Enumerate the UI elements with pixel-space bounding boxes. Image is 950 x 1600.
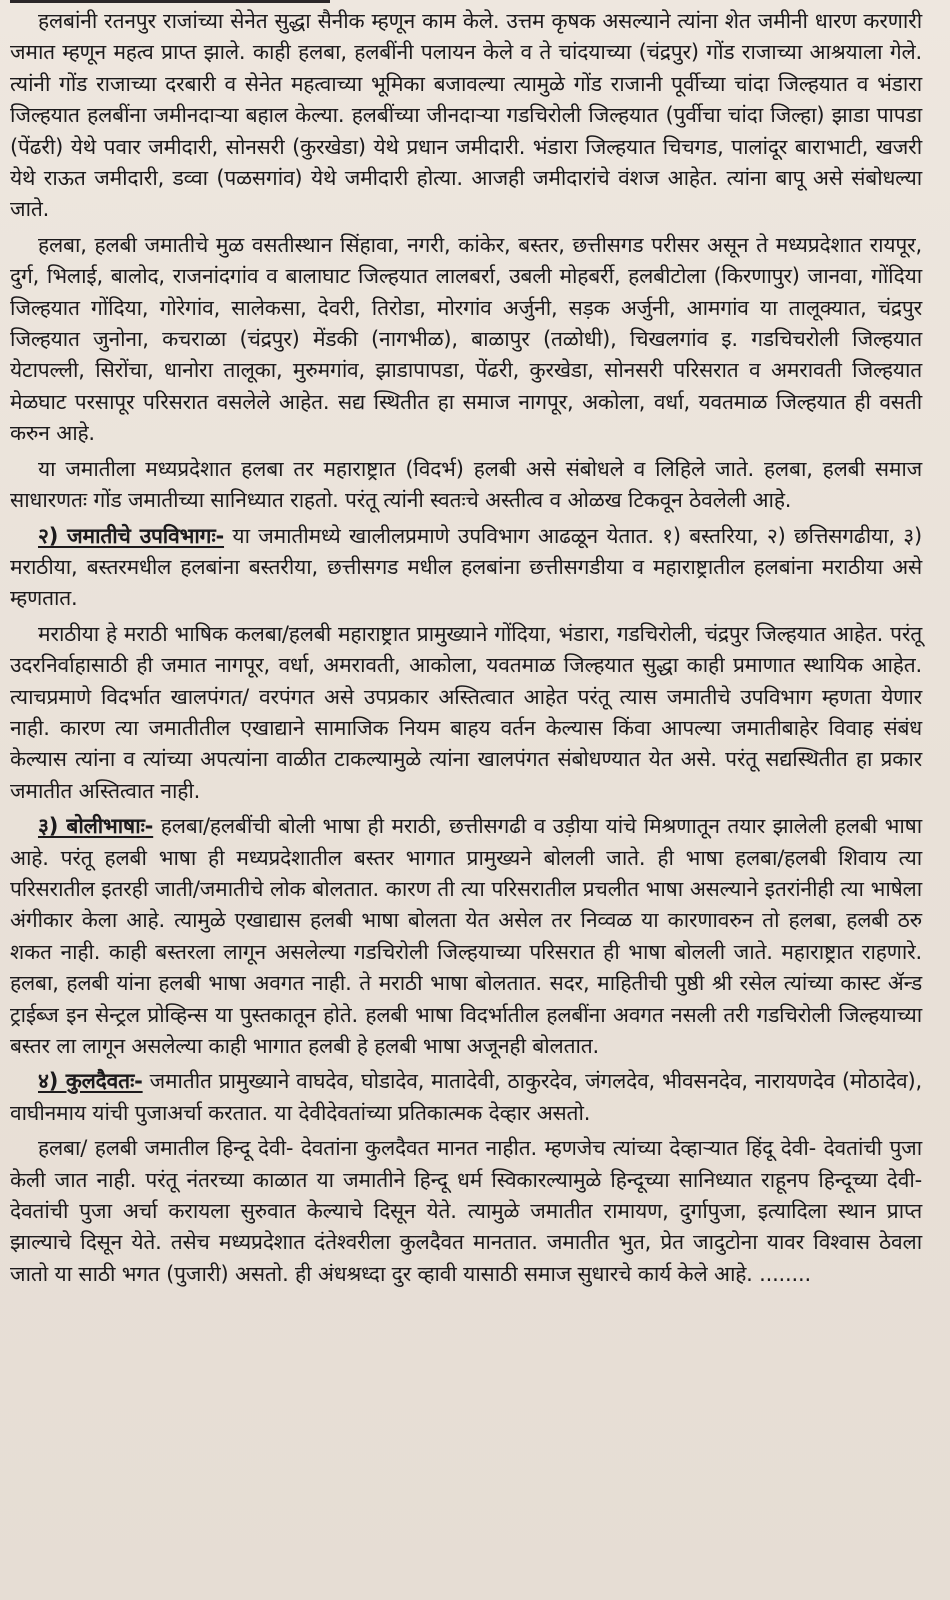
paragraph-settlements — [10, 230, 922, 450]
paragraph-language — [10, 811, 922, 1062]
top-rule — [10, 0, 330, 3]
paragraph-text: हलबांनी रतनपुर राजांच्या सेनेत सुद्धा सैनीक म्हणून काम केले. उत्तम कृषक असल्याने त्यांना शेत जमीनी धारण करणारी जमात म्हणून महत्व प्राप्त झाले. काही हलबा, हलबींनी पलायन केले व ते चांदयाच्या (चंद्रपुर) गोंड राजाच्या आश्रयाला गेले. त्यांनी गोंड राजाच्या दरबारी व सेनेत महत्वाच्या भूमिका बजावल्या त्यामुळे गोंड राजानी पूर्वीच्या चांदा जिल्हयात व भंडारा जिल्हयात हलबींना जमीनदाऱ्या बहाल केल्या. हलबींच्या जीनदाऱ्या गडचिरोली जिल्हयात (पुर्वीचा चांदा जिल्हा) झाडा पापडा (पेंढरी) येथे पवार जमीदारी, सोनसरी (कुरखेडा) येथे प्रधान जमीदारी. भंडारा जिल्हयात चिचगड, पालांदूर बाराभाटी, खजरी येथे राऊत जमीदारी, डव्वा (पळसगांव) येथे जमीदारी होत्या. आजही जमीदारांचे वंशज आहेत. त्यांना बापू असे संबोधल्या जाते. — [10, 9, 922, 222]
paragraph-subdivisions — [10, 521, 922, 615]
section-heading-subdivisions: २) जमातीचे उपविभागः- — [38, 523, 225, 548]
paragraph-naming — [10, 454, 922, 517]
paragraph-zamindari — [10, 6, 922, 226]
paragraph-text: हलबा/ हलबी जमातील हिन्दू देवी- देवतांना कुलदैवत मानत नाहीत. म्हणजेच त्यांच्या देव्हाऱ्यात हिंदू देवी- देवतांची पुजा केली जात नाही. परंतू नंतरच्या काळात या जमातीने हिन्दू धर्म स्विकारल्यामुळे हिन्दूच्या सानिध्यात राहूनप हिन्दूच्या देवी-देवतांची पुजा अर्चा करायला सुरुवात केल्याचे दिसून येते. त्यामुळे जमातीत रामायण, दुर्गापुजा, इत्यादिला स्थान प्राप्त झाल्याचे दिसून येते. तसेच मध्यप्रदेशात दंतेश्वरीला कुलदैवत मानतात. जमातीत भुत, प्रेत जादुटोना यावर विश्वास ठेवला जातो या साठी भगत (पुजारी) असतो. ही अंधश्रध्दा दुर व्हावी यासाठी समाज सुधारचे कार्य केले आहे. ........ — [10, 1136, 922, 1286]
paragraph-marathiya — [10, 619, 922, 807]
paragraph-text: हलबा/हलबींची बोली भाषा ही मराठी, छत्तीसगढी व उड़ीया यांचे मिश्रणातून तयार झालेली हलबी भाषा आहे. परंतू हलबी भाषा ही मध्यप्रदेशातील बस्तर भागात प्रामुख्यने बोलली जाते. ही भाषा हलबा/हलबी शिवाय त्या परिसरातील इतरही जाती/जमातीचे लोक बोलतात. कारण ती त्या परिसरातील प्रचलीत भाषा असल्याने इतरांनीही त्या भाषेला अंगीकार केला आहे. त्यामुळे एखाद्यास हलबी भाषा बोलता येत असेल तर निव्वळ या कारणावरुन तो हलबा, हलबी ठरु शकत नाही. काही बस्तरला लागून असलेल्या गडचिरोली जिल्हयाच्या परिसरात ही भाषा बोलली जाते. महाराष्ट्रात राहणारे. हलबा, हलबी यांना हलबी भाषा अवगत नाही. ते मराठी भाषा बोलतात. सदर, माहितीची पुष्ठी श्री रसेल त्यांच्या कास्ट ॲन्ड ट्राईब्ज इन सेन्ट्रल प्रोव्हिन्स या पुस्तकातून होते. हलबी भाषा विदर्भातील हलबींना अवगत नसली तरी गडचिरोली जिल्हयाच्या बस्तर ला लागून असलेल्या काही भागात हलबी हे हलबी भाषा अजूनही बोलतात. — [10, 814, 922, 1058]
paragraph-text: मराठीया हे मराठी भाषिक कलबा/हलबी महाराष्ट्रात प्रामुख्याने गोंदिया, भंडारा, गडचिरोली, चंद्रपुर जिल्हयात आहेत. परंतू उदरनिर्वाहासाठी ही जमात नागपूर, वर्धा, अमरावती, आकोला, यवतमाळ जिल्हयात सुद्धा काही प्रमाणात स्थायिक आहेत. त्याचप्रमाणे विदर्भात खालपंगत/ वरपंगत असे उपप्रकार अस्तित्वात आहेत परंतू त्यास जमातीचे उपविभाग म्हणता येणार नाही. कारण त्या जमातीतील एखाद्याने सामाजिक नियम बाहय वर्तन केल्यास किंवा आपल्या जमातीबाहेर विवाह संबंध केल्यास त्यांना व त्यांच्या अपत्यांना वाळीत टाकल्यामुळे त्यांना खालपंगत संबोधण्यात येत असे. परंतू सद्यस्थितीत हा प्रकार जमातीत अस्तित्वात नाही. — [10, 621, 922, 803]
paragraph-deities — [10, 1066, 922, 1129]
section-heading-language: ३) बोलीभाषाः- — [38, 814, 154, 839]
paragraph-text: जमातीत प्रामुख्याने वाघदेव, घोडादेव, मातादेवी, ठाकुरदेव, जंगलदेव, भीवसनदेव, नारायणदेव (मोठादेव), वाघीनमाय यांची पुजाअर्चा करतात. या देवीदेवतांच्या प्रतिकात्मक देव्हार असतो. — [10, 1069, 922, 1125]
paragraph-text: या जमातीमध्ये खालीलप्रमाणे उपविभाग आढळून येतात. १) बस्तरिया, २) छत्तिसगढीया, ३) मराठीया, बस्तरमधील हलबांना बस्तरीया, छत्तीसगड मधील हलबांना छत्तीसगडीया व महाराष्ट्रातील हलबांना मराठीया असे म्हणतात. — [10, 523, 922, 611]
paragraph-text: हलबा, हलबी जमातीचे मुळ वसतीस्थान सिंहावा, नगरी, कांकेर, बस्तर, छत्तीसगड परीसर असून ते मध्यप्रदेशात रायपूर, दुर्ग, भिलाई, बालोद, राजनांदगांव व बालाघाट जिल्हयात लालबर्रा, उबली मोहबर्री, हलबीटोला (किरणापुर) जानवा, गोंदिया जिल्हयात गोंदिया, गोरेगांव, सालेकसा, देवरी, तिरोडा, मोरगांव अर्जुनी, सड़क अर्जुनी, आमगांव या तालूक्यात, चंद्रपुर जिल्हयात जुनोना, कचराळा (चंद्रपुर) मेंडकी (नागभीळ), बाळापुर (तळोधी), चिखलगांव इ. गडचिचरोली जिल्हयात येटापल्ली, सिरोंचा, धानोरा तालूका, मुरुमगांव, झाडापापडा, पेंढरी, कुरखेडा, सोनसरी परिसरात व अमरावती जिल्हयात मेळघाट परसापूर परिसरात वसलेले आहेत. सद्य स्थितीत हा समाज नागपूर, अकोला, वर्धा, यवतमाळ जिल्हयात ही वसती करुन आहे. — [10, 232, 922, 446]
section-heading-deities: ४) कुलदैवतः- — [38, 1069, 143, 1094]
paragraph-text: या जमातीला मध्यप्रदेशात हलबा तर महाराष्ट्रात (विदर्भ) हलबी असे संबोधले व लिहिले जाते. हलबा, हलबी समाज साधारणतः गोंड जमातीच्या सानिध्यात राहतो. परंतू त्यांनी स्वतःचे अस्तीत्व व ओळख टिकवून ठेवलेली आहे. — [10, 456, 922, 513]
paragraph-hindu-influence — [10, 1133, 922, 1290]
